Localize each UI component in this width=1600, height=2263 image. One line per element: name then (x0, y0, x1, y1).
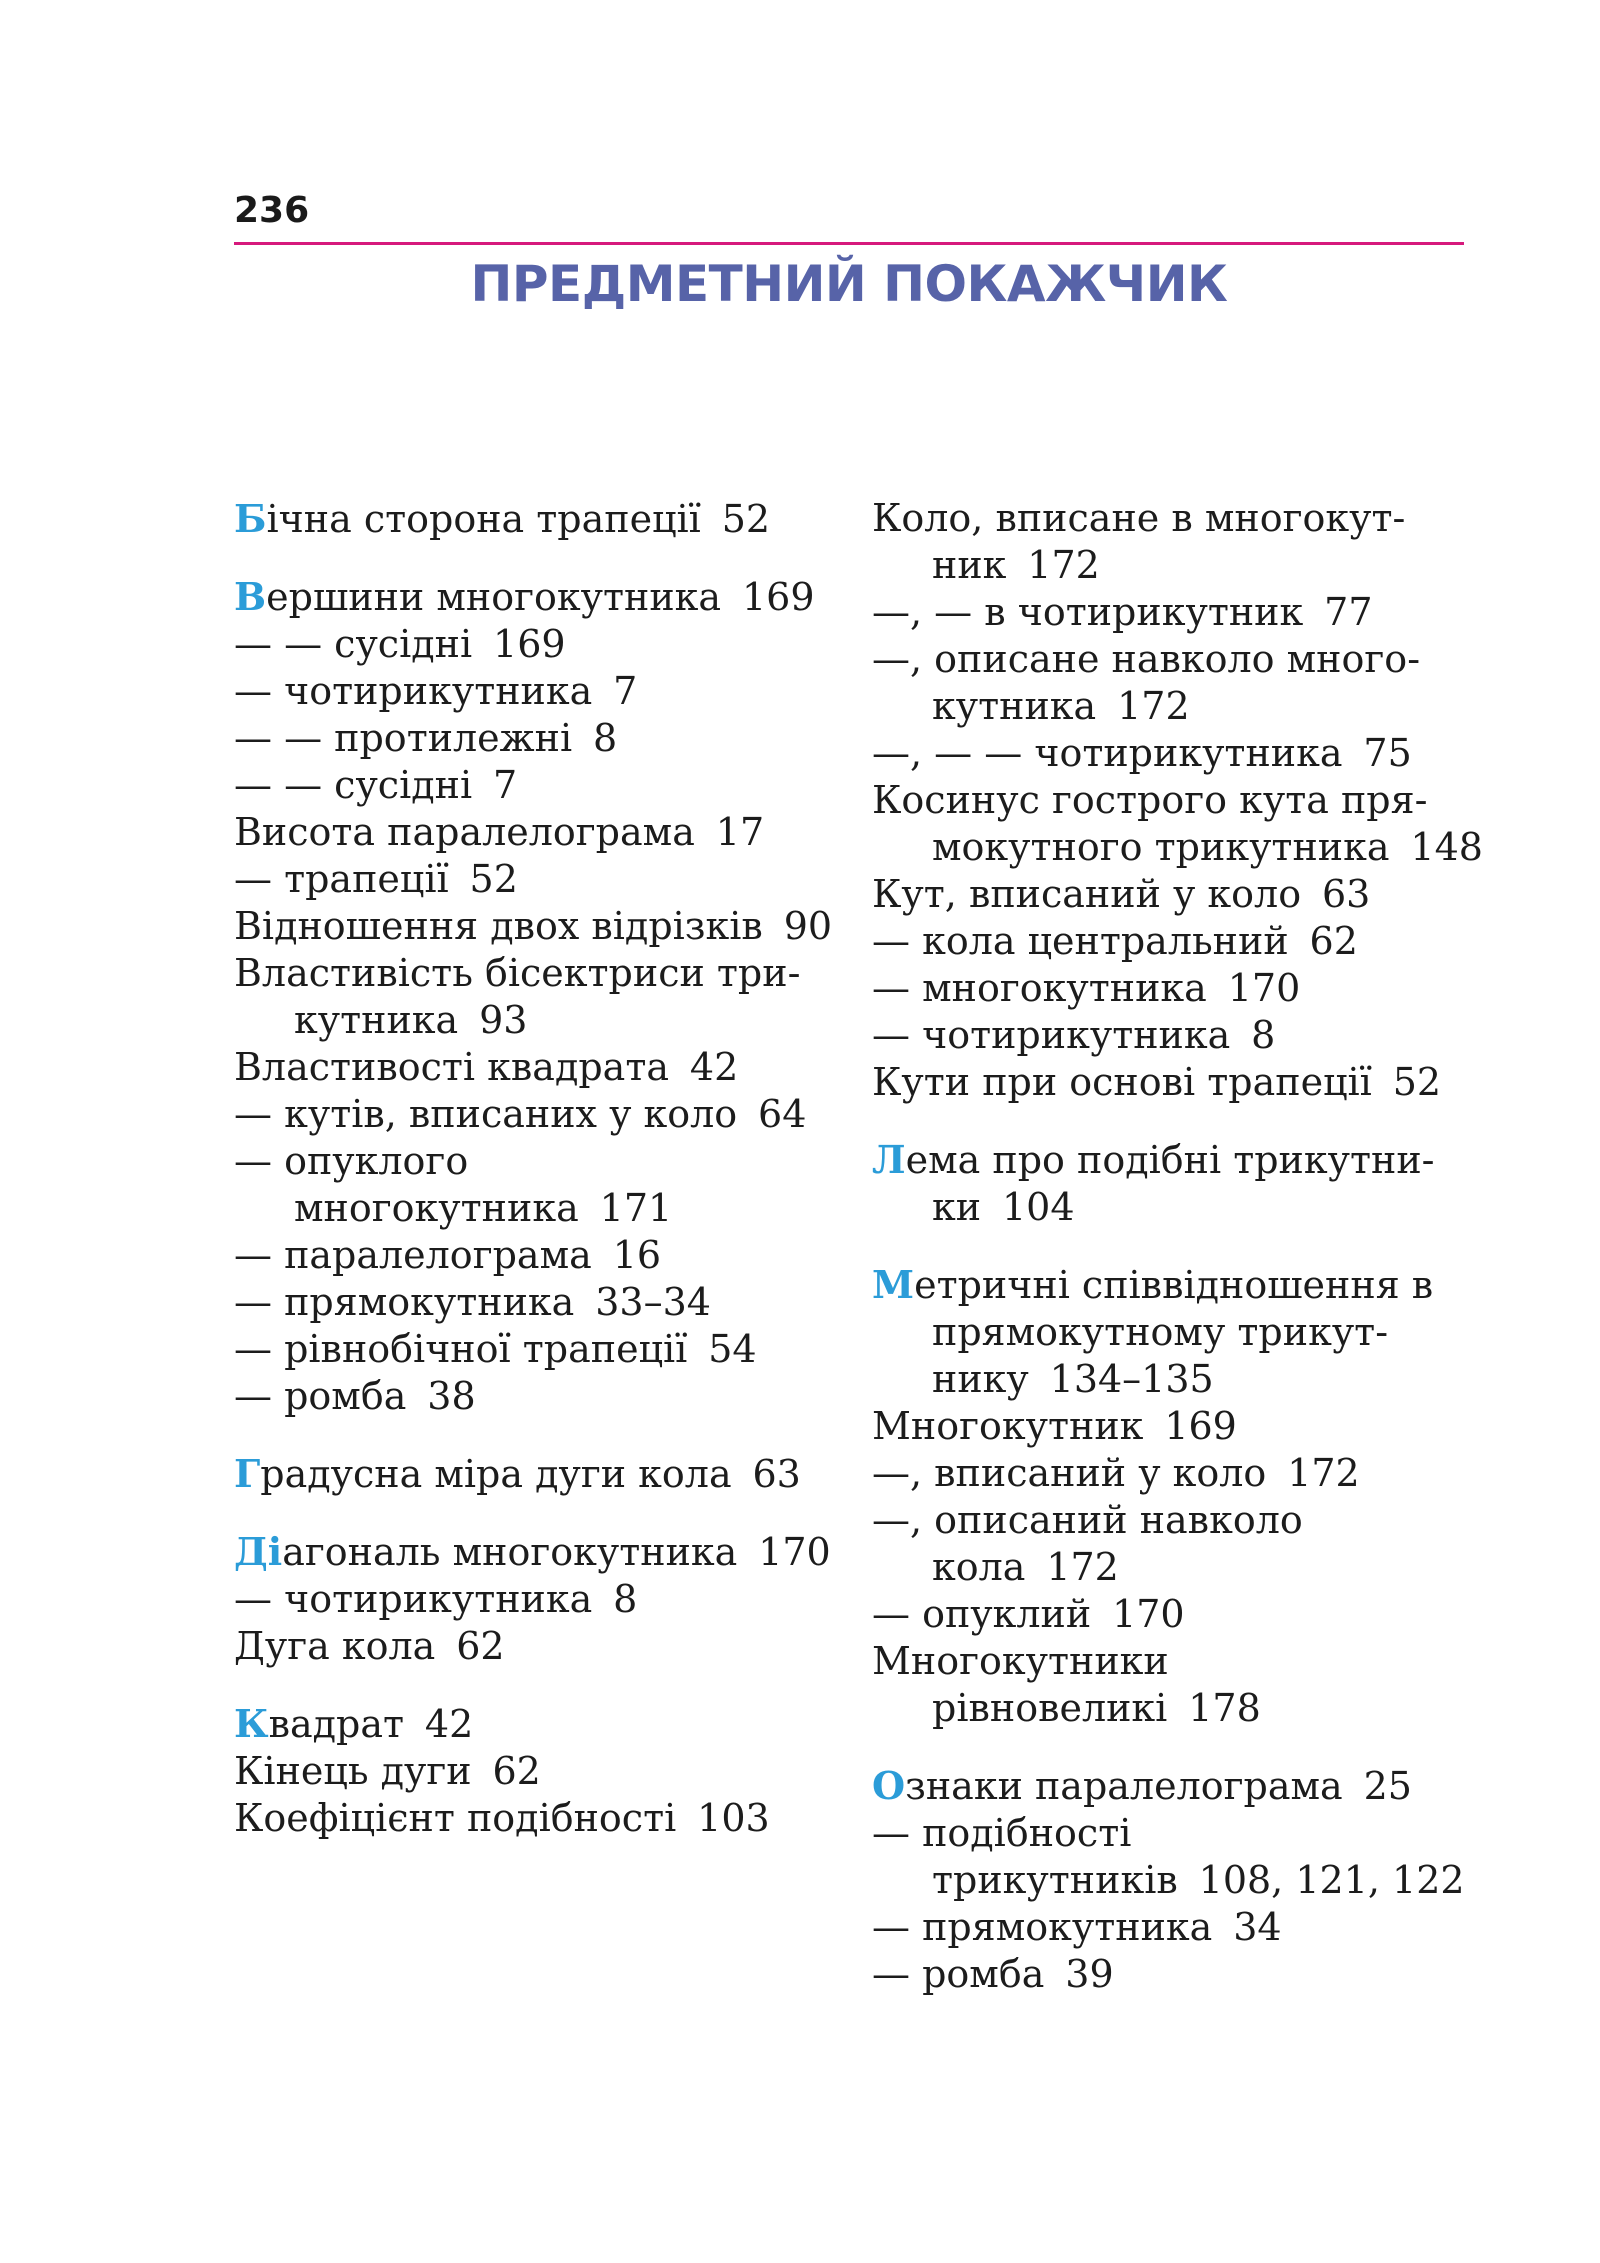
index-entry (872, 1591, 1492, 1638)
entry-page-ref: 134–135 (1049, 1357, 1214, 1401)
entry-term: Відношення двох відрізків (234, 904, 763, 948)
entry-term: агональ многокутника (282, 1530, 738, 1574)
entry-page-ref: 52 (721, 497, 771, 541)
index-entry (234, 1232, 834, 1279)
entry-page-ref: 8 (593, 716, 618, 760)
entry-term: —, — — чотирикутника (872, 731, 1343, 775)
entry-page-ref: 75 (1363, 731, 1412, 775)
index-entry (234, 573, 834, 621)
entry-term: — прямокутника (234, 1280, 575, 1324)
entry-term: радусна міра дуги кола (260, 1452, 732, 1496)
entry-page-ref: 169 (741, 575, 815, 619)
entry-term: — прямокутника (872, 1905, 1213, 1949)
index-entry (234, 809, 834, 856)
index-entry (234, 1279, 834, 1326)
entry-page-ref: 7 (493, 763, 518, 807)
entry-page-ref: 52 (469, 857, 518, 901)
entry-term: Коефіцієнт подібності (234, 1796, 677, 1840)
entry-page-ref: 170 (1112, 1592, 1185, 1636)
index-entry (872, 495, 1492, 589)
entry-page-ref: 62 (492, 1749, 541, 1793)
index-entry (234, 1138, 834, 1232)
index-entry (872, 730, 1492, 777)
index-entry (872, 871, 1492, 918)
entry-term: — опуклого многокутника (234, 1139, 579, 1230)
index-group (234, 1528, 834, 1670)
index-entry (872, 1638, 1492, 1732)
section-initial-letter: М (872, 1262, 915, 1307)
entry-term: Многокутник (872, 1404, 1144, 1448)
index-group (234, 573, 834, 1420)
index-entry (234, 1450, 834, 1498)
index-entry (234, 1528, 834, 1576)
entry-term: Властивості квадрата (234, 1045, 670, 1089)
index-entry (234, 715, 834, 762)
entry-term: — многокутника (872, 966, 1207, 1010)
index-entry (234, 1795, 834, 1842)
entry-term: Коло, вписане в многокутник (872, 496, 1406, 587)
entry-page-ref: 103 (697, 1796, 770, 1840)
index-column-left (234, 495, 834, 1842)
entry-page-ref: 25 (1363, 1764, 1412, 1808)
entry-page-ref: 16 (612, 1233, 662, 1277)
entry-term: — — сусідні (234, 622, 473, 666)
index-group (872, 1136, 1492, 1231)
section-initial-letter: Б (234, 496, 267, 541)
entry-page-ref: 64 (758, 1092, 807, 1136)
entry-term: знаки паралелограма (905, 1764, 1343, 1808)
entry-page-ref: 63 (752, 1452, 801, 1496)
section-initial-letter: К (234, 1701, 269, 1746)
index-entry (872, 1059, 1492, 1106)
index-entry (234, 1748, 834, 1795)
entry-term: Висота паралелограма (234, 810, 695, 854)
index-entry (234, 1373, 834, 1420)
index-entry (234, 1326, 834, 1373)
page-number: 236 (234, 190, 310, 231)
entry-page-ref: 17 (715, 810, 765, 854)
entry-page-ref: 93 (479, 998, 528, 1042)
index-group (872, 495, 1492, 1106)
entry-term: — чотирикутника (234, 669, 593, 713)
section-initial-letter: О (872, 1763, 906, 1808)
entry-page-ref: 77 (1324, 590, 1373, 634)
entry-term: — ромба (872, 1952, 1045, 1996)
entry-page-ref: 90 (783, 904, 833, 948)
entry-page-ref: 172 (1117, 684, 1190, 728)
index-entry (872, 636, 1492, 730)
index-entry (234, 668, 834, 715)
entry-term: Многокутники рівновеликі (872, 1639, 1169, 1730)
section-initial-letter: Ді (234, 1529, 283, 1574)
entry-term: —, — в чотирикутник (872, 590, 1304, 634)
index-entry (234, 1091, 834, 1138)
section-initial-letter: В (234, 574, 267, 619)
index-entry (872, 1762, 1492, 1810)
entry-page-ref: 8 (1251, 1013, 1276, 1057)
entry-page-ref: 38 (427, 1374, 476, 1418)
index-entry (872, 777, 1492, 871)
entry-page-ref: 172 (1287, 1451, 1360, 1495)
entry-page-ref: 169 (1164, 1404, 1237, 1448)
entry-term: —, вписаний у коло (872, 1451, 1267, 1495)
index-entry (234, 1576, 834, 1623)
entry-term: Кінець дуги (234, 1749, 472, 1793)
index-entry (872, 1810, 1492, 1904)
entry-page-ref: 170 (1227, 966, 1301, 1010)
index-entry (872, 1012, 1492, 1059)
entry-term: — рівнобічної трапеції (234, 1327, 688, 1371)
section-initial-letter: Г (234, 1451, 261, 1496)
entry-page-ref: 148 (1410, 825, 1483, 869)
entry-page-ref: 54 (708, 1327, 757, 1371)
entry-page-ref: 8 (613, 1577, 638, 1621)
entry-term: Дуга кола (234, 1624, 436, 1668)
entry-page-ref: 104 (1001, 1185, 1075, 1229)
index-entry (234, 1044, 834, 1091)
index-entry (234, 1623, 834, 1670)
index-entry (872, 1497, 1492, 1591)
index-group (234, 1450, 834, 1498)
entry-page-ref: 170 (758, 1530, 831, 1574)
index-group (872, 1261, 1492, 1732)
entry-term: Кут, вписаний у коло (872, 872, 1302, 916)
entry-term: — опуклий (872, 1592, 1092, 1636)
entry-term: — чотирикутника (234, 1577, 593, 1621)
index-entry (234, 621, 834, 668)
entry-term: Косинус гострого кута прямокутного трикутника (872, 778, 1428, 869)
entry-page-ref: 108, 121, 122 (1198, 1858, 1465, 1902)
index-group (234, 1700, 834, 1842)
index-entry (234, 1700, 834, 1748)
entry-page-ref: 33–34 (595, 1280, 711, 1324)
entry-page-ref: 42 (424, 1702, 474, 1746)
index-entry (872, 965, 1492, 1012)
entry-term: Кути при основі трапеції (872, 1060, 1372, 1104)
entry-term: ершини многокутника (266, 575, 722, 619)
index-entry (872, 1904, 1492, 1951)
entry-term: — подібності трикутників (872, 1811, 1178, 1902)
header-rule (234, 242, 1464, 245)
entry-term: — кола центральний (872, 919, 1289, 963)
entry-term: —, описане навколо многокутника (872, 637, 1421, 728)
entry-term: ема про подібні трикутники (905, 1138, 1435, 1229)
entry-page-ref: 62 (1309, 919, 1358, 963)
entry-term: — чотирикутника (872, 1013, 1231, 1057)
index-entry (234, 856, 834, 903)
entry-term: — кутів, вписаних у коло (234, 1092, 738, 1136)
entry-page-ref: 34 (1233, 1905, 1282, 1949)
entry-page-ref: 178 (1188, 1686, 1261, 1730)
entry-term: ічна сторона трапеції (266, 497, 701, 541)
index-column-right (872, 495, 1492, 1998)
index-entry (234, 903, 834, 950)
entry-page-ref: 42 (689, 1045, 739, 1089)
index-entry (872, 918, 1492, 965)
entry-page-ref: 63 (1321, 872, 1371, 916)
index-entry (872, 1951, 1492, 1998)
index-entry (872, 589, 1492, 636)
entry-term: — ромба (234, 1374, 407, 1418)
index-entry (872, 1450, 1492, 1497)
index-entry (234, 762, 834, 809)
entry-page-ref: 172 (1046, 1545, 1119, 1589)
page-title: ПРЕДМЕТНИЙ ПОКАЖЧИК (470, 255, 1228, 313)
entry-term: вадрат (268, 1702, 405, 1746)
index-entry (234, 950, 834, 1044)
index-group (872, 1762, 1492, 1998)
index-entry (872, 1136, 1492, 1231)
entry-term: — — сусідні (234, 763, 473, 807)
entry-term: — — протилежні (234, 716, 573, 760)
entry-page-ref: 7 (613, 669, 638, 713)
entry-term: етричні співвідношення в прямокутному трикутнику (914, 1263, 1434, 1401)
section-initial-letter: Л (872, 1137, 906, 1182)
entry-page-ref: 62 (456, 1624, 505, 1668)
entry-page-ref: 169 (493, 622, 566, 666)
entry-page-ref: 172 (1027, 543, 1100, 587)
index-entry (234, 495, 834, 543)
entry-term: — трапеції (234, 857, 449, 901)
entry-term: —, описаний навколо кола (872, 1498, 1303, 1589)
index-entry (872, 1261, 1492, 1403)
entry-page-ref: 52 (1392, 1060, 1442, 1104)
entry-term: — паралелограма (234, 1233, 592, 1277)
index-group (234, 495, 834, 543)
entry-term: Властивість бісектриси трикутника (234, 951, 801, 1042)
entry-page-ref: 39 (1065, 1952, 1114, 1996)
entry-page-ref: 171 (599, 1186, 673, 1230)
index-entry (872, 1403, 1492, 1450)
